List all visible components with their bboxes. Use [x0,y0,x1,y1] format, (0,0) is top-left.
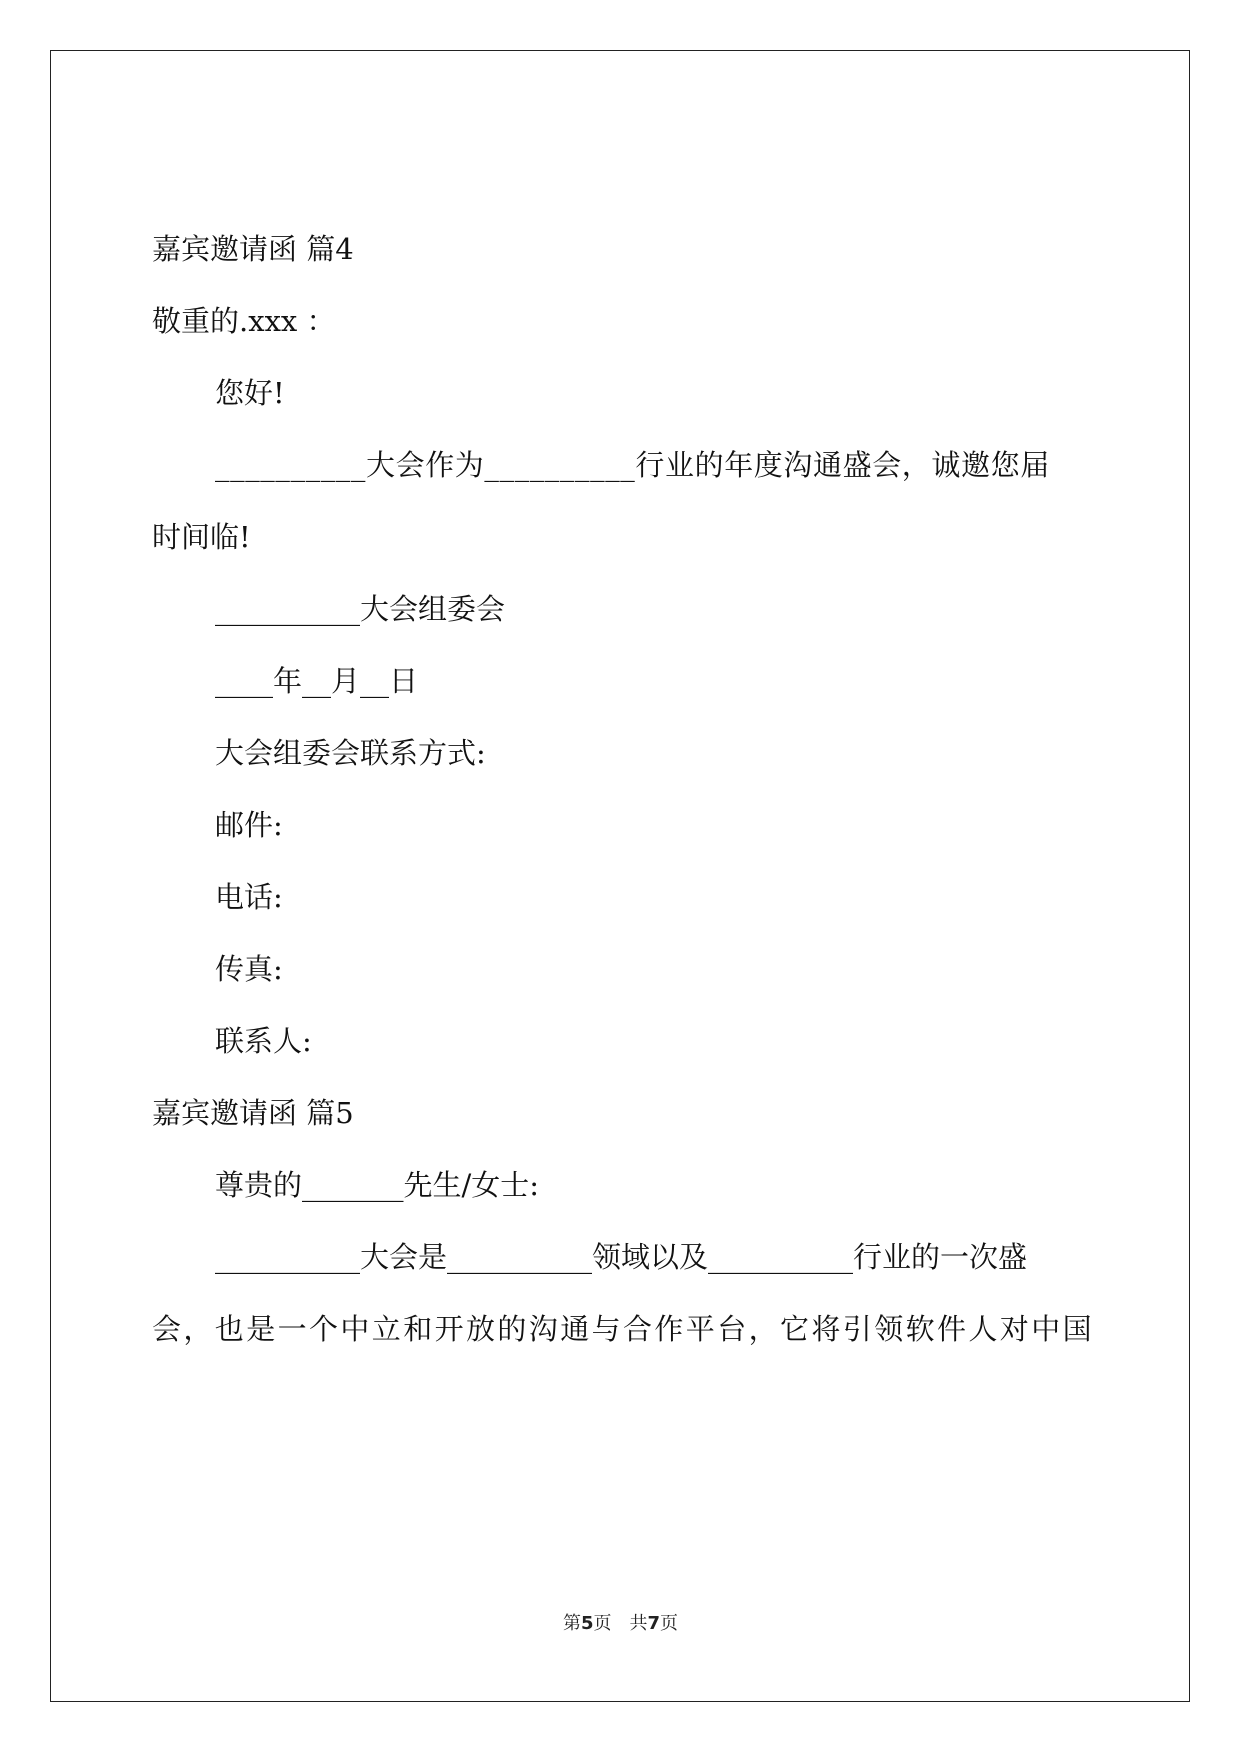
footer-page-number: 5 [580,1613,594,1634]
page-footer [0,1609,1241,1635]
section5-paragraph-line2: 会，也是一个中立和开放的沟通与合作平台，它将引领软件人对中国 [152,1312,1095,1346]
section4-organizer: __________大会组委会 [215,592,506,626]
footer-suffix: 页 [660,1613,679,1634]
page-border [50,50,1190,1702]
section4-fax-label: 传真: [215,952,283,986]
section4-paragraph-line2: 时间临! [152,520,251,554]
footer-total-pages: 7 [647,1613,661,1634]
section4-email-label: 邮件: [215,808,283,842]
section4-salutation: 敬重的.xxx ： [152,304,336,338]
section4-date: ____年__月__日 [215,664,419,698]
footer-prefix: 第 [562,1613,581,1634]
section4-heading: 嘉宾邀请函 篇4 [152,232,354,266]
section5-paragraph-line1: __________大会是__________领域以及__________行业的一次盛 [215,1240,1028,1274]
section4-phone-label: 电话: [215,880,283,914]
section5-salutation: 尊贵的_______先生/女士: [215,1168,540,1202]
section4-contact-person-label: 联系人: [215,1024,312,1058]
footer-mid: 页 共 [593,1613,648,1634]
section4-greeting: 您好! [215,376,285,410]
section4-paragraph-line1: __________大会作为__________行业的年度沟通盛会，诚邀您届 [215,448,1050,482]
section5-heading: 嘉宾邀请函 篇5 [152,1096,354,1130]
section4-contact-title: 大会组委会联系方式: [215,736,486,770]
